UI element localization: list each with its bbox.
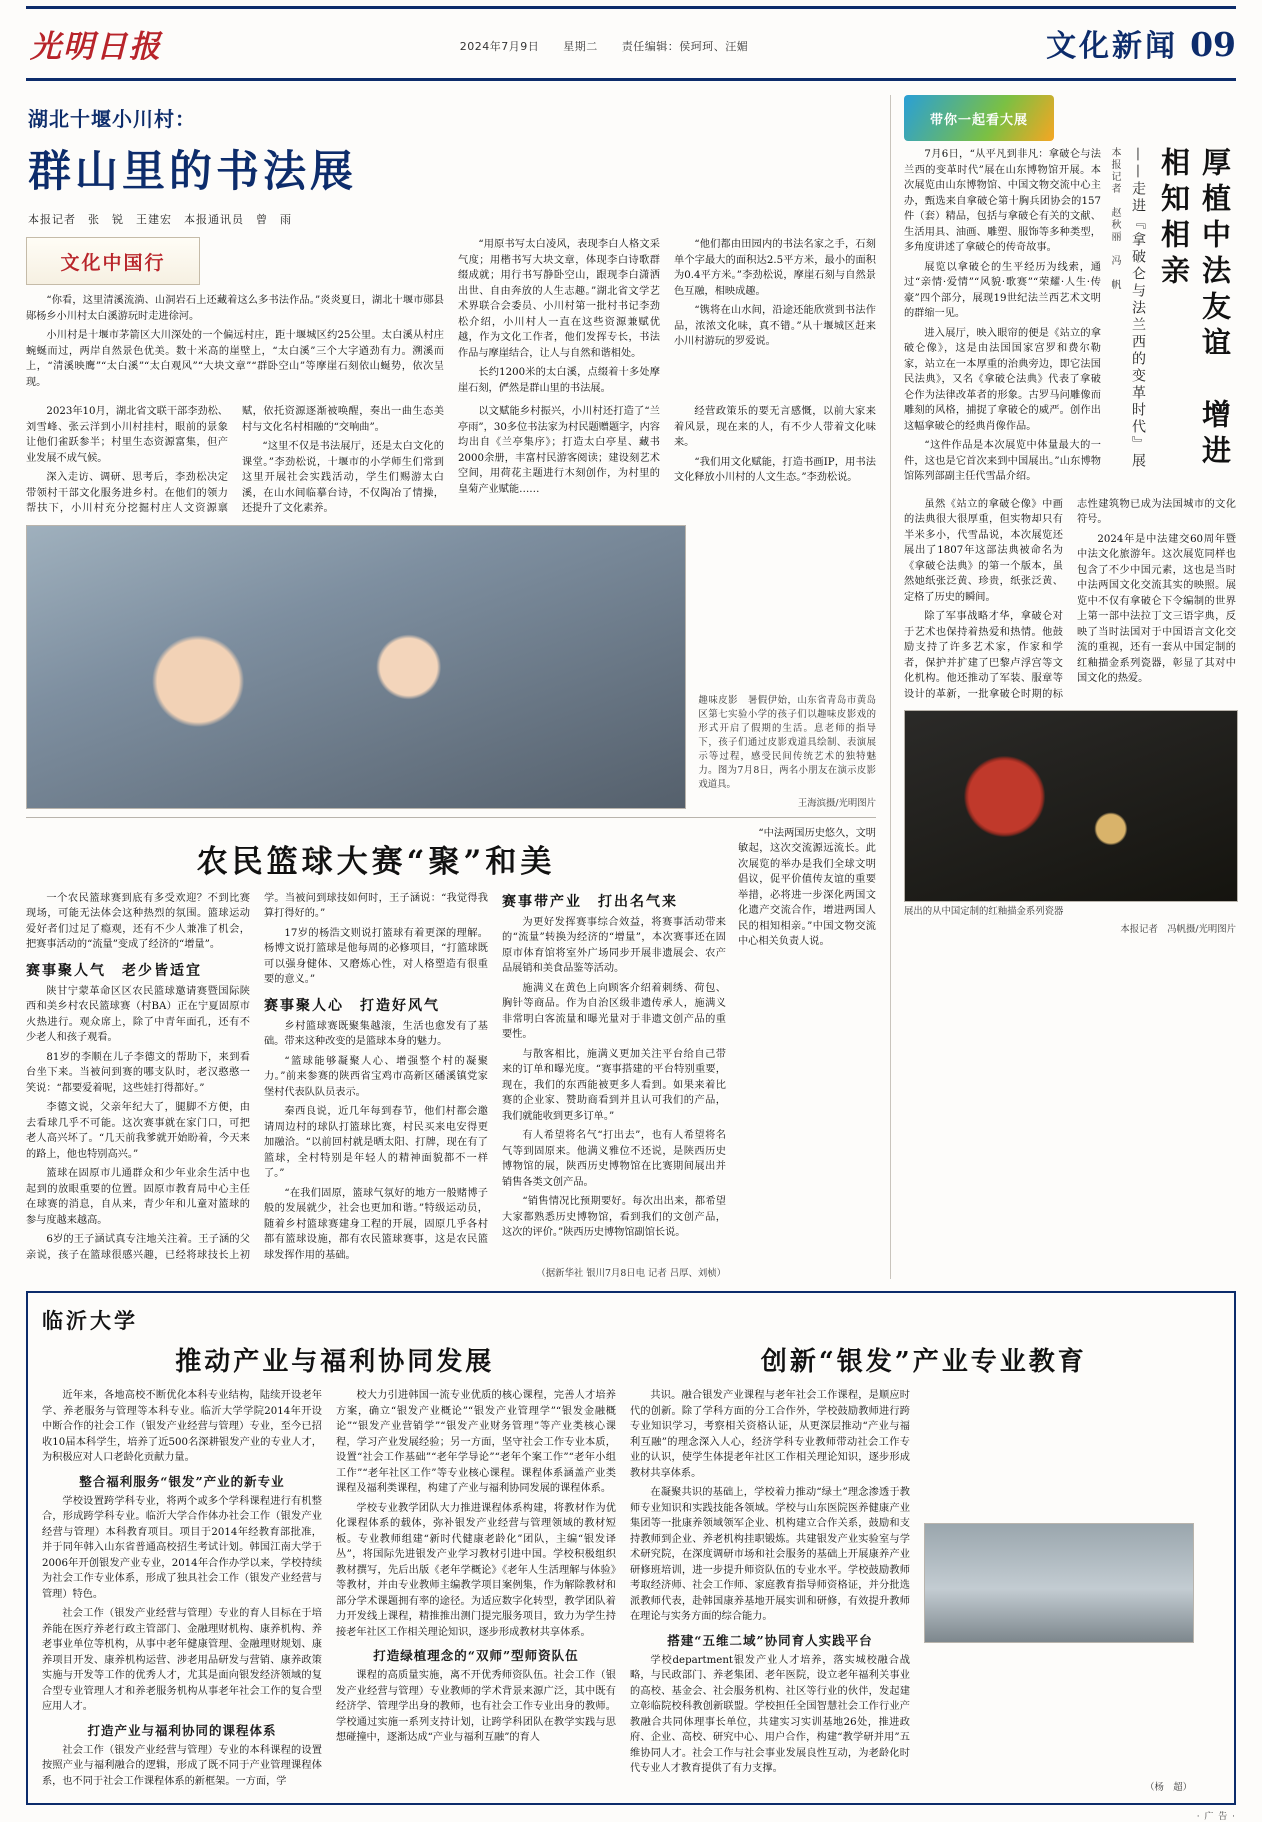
basketball-paragraph: “销售情况比预期要好。每次出出来，都希望大家都熟悉历史博物馆，看到我们的文创产品，这次的评价。”陕西历史博物馆副馆长说。 — [502, 1196, 726, 1238]
museum-photo-credit: 本报记者 冯帆摄/光明图片 — [1120, 924, 1236, 936]
university-name: 临沂大学 — [42, 1308, 138, 1333]
lead-paragraph: 长约1200米的太白溪，点缀着十多处摩崖石刻，俨然是群山里的书法展。 — [458, 367, 660, 394]
exhibition-banner: 带你一起看大展 — [904, 95, 1054, 141]
culture-china-emblem: 文化中国行 — [26, 237, 200, 285]
advertorial-paragraph: 学校专业教学团队大力推进课程体系构建，将教材作为优化课程体系的载体，弥补银发产业经营与管理领域的教材短板。专业教师组建“新时代健康老龄化”团队，主编“银发译丛”，将国际先进银发产业学习教材引进中国。学校积极组织教材撰写，先后出版《老年学概论》《老年人生活理解与体验》等教材，并由专业教师主编教学项目案例集，作为解除教材和部分学术课题拥有率的途径。为适应数字化转型，教学团队着力开发线上课程，精推推出测门提完服务项目，致力为学生持接老年社区工作相关理论知识，逐步形成教材共享体系。 — [336, 1502, 616, 1638]
right-feature-paragraph: “中法两国历史悠久，文明敏起，这次交流源远流长。此次展览的举办是我们全球文明倡议，促平价值传友谊的重要举措，必将进一步深化两国文化遗产交流合作，增进两国人民的相知相亲。”中国文物交流中心相关负责人说。 — [738, 827, 876, 947]
right-feature-paragraph: 进入展厅，映入眼帘的便是《站立的拿破仑像》，这是由法国国家宫罗和费尔勒家，站立在一本厚重的治典旁边，即它法国民法典》，又名《拿破仑法典》代表了拿破仑作为法律改革者的形象。古罗马问雕像而雕刻的风格，捕捉了拿破仑的威严。创作出这幅拿破仑的经典肖像作品。 — [904, 327, 1101, 432]
photo-campus — [924, 1523, 1194, 1643]
advertorial-paragraph: 校大力引进韩国一流专业优质的核心课程，完善人才培养方案，确立“银发产业概论”“银发产业管理学”“银发金融概论”“银发产业营销学”“银发产业财务管理”等产业类核心课程，学习产业发展经验；另一方面，坚守社会工作专业本质，设置“社会工作基础”“老年学导论”“老年个案工作”“老年小组工作”“老年社区工作”等专业核心课程。课程体系涵盖产业类课程及福利类课程，构建了产业与福利协同发展的课程体系。 — [336, 1390, 616, 1494]
page-footer: · 广 告 · — [1196, 1812, 1236, 1822]
photo-credit: 王海滨摄/光明图片 — [797, 797, 876, 809]
advertorial-subhead: 打造绿植理念的“双师”型师资队伍 — [373, 1648, 579, 1663]
advertorial-paragraph: 课程的高质量实施，离不开优秀师资队伍。社会工作（银发产业经营与管理）专业教师的学术背景来源广泛，其中既有经济学、管理学出身的教师，也有社会工作专业出身的教师。学校通过实施一系列支持计划，让跨学科团队在教学实践与思想碰撞中，逐渐达成“产业与福利互融”的育人 — [336, 1670, 616, 1743]
lead-headline: 群山里的书法展 — [28, 147, 357, 197]
lead-paragraph: 小川村是十堰市茅箭区大川深处的一个偏远村庄，距十堰城区约25公里。太白溪从村庄蜿蜒而过，两岸自然景色优美。数十米高的崖壁上，“太白溪”三个大字遒劲有力。溯溪而上，“清溪映鹰”“太白溪”“太白观风”“大块文章”“群卧空山”等摩崖石刻依山蜒势，依次呈现。 — [26, 330, 444, 388]
basketball-paragraph: 为更好发挥赛事综合效益，将赛事活动带来的“流量”转换为经济的“增量”，本次赛事还在固原市体育馆将室外广场同步开展非遗展会、农产品展销和美食品鉴等活动。 — [502, 916, 726, 974]
basketball-paragraph: 乡村篮球赛既聚集越滚，生活也愈发有了基础。带来这种改变的是篮球本身的魅力。 — [264, 1020, 488, 1047]
photo-shadow-puppet — [26, 525, 686, 809]
right-feature-subtitle: ——走进『拿破仑与法兰西的变革时代』展 — [1130, 147, 1146, 470]
advertorial-credit: （杨 超） — [1145, 1782, 1192, 1793]
basketball-title: 农民篮球大赛“聚”和美 — [196, 843, 556, 880]
basketball-paragraph: 81岁的李顺在儿子李德文的帮助下，来到看台坐下来。当被问到赛的哪支队时，老汉憨憨一笑说：“都要爱着呢，这些娃打得都好。” — [26, 1051, 250, 1094]
basketball-paragraph: “篮球能够凝聚人心、增强整个村的凝聚力。”前来参赛的陕西省宝鸡市高新区磻溪镇党家堡村代表队队员表示。 — [264, 1055, 488, 1098]
advertorial-paragraph: 共识。融合银发产业课程与老年社会工作课程，是顺应时代的创新。除了学科方面的分工合作外，学校鼓励教师进行跨专业知识学习，考察相关资格认证，从更深层推动“产业与福利互融”的理念深入人心，经济学科专业教师带动社会工作专业的认识，使学生体提老年社区工作相关理论知识，逐步形成教材共享体系。 — [630, 1390, 910, 1479]
lead-paragraph: “镌将在山水间，沿途还能欣赏到书法作品，浓浓文化味，真不错。”从十堰城区赶来小川村游玩的罗爱说。 — [674, 305, 876, 347]
basketball-paragraph: 6岁的王子涵试真专注地关注着。王子涵的父亲说，孩子在篮球很感兴趣，已经将球技长上初学。当被问到球技如何时，王子涵说：“我觉得我算打得好的。” — [26, 892, 488, 1261]
weekday: 星期二 — [563, 40, 598, 53]
basketball-subhead: 赛事聚人气 老少皆适宜 — [26, 962, 202, 979]
right-feature-paragraph: 7月6日，“从平凡到非凡：拿破仑与法兰西的变革时代”展在山东博物馆开展。本次展览由山东博物馆、中国文物交流中心主办，甄选来自拿破仑第十胸兵团协会的157件（套）精品，包括与拿破仑有关的文献、生活用具、油画、雕塑、服饰等多种类型，多角度讲述了拿破仑的传奇故事。 — [904, 149, 1101, 253]
basketball-subhead: 赛事带产业 打出名气来 — [502, 893, 678, 910]
basketball-source: （据新华社 银川7月8日电 记者 吕厚、刘桢） — [536, 1268, 726, 1279]
basketball-paragraph: 秦西良说，近几年每到春节，他们村都会邀请周边村的球队打篮球比赛，村民买来电安得更加融洽。“以前回村就是晒太阳、打牌，现在有了篮球，全村特别是年轻人的精神面貌都不一样了。” — [264, 1106, 488, 1179]
masthead — [26, 0, 1236, 81]
right-feature-paragraph: “这件作品是本次展览中体量最大的一件，这也是它首次来到中国展出。”山东博物馆陈列部副主任代雪晶介绍。 — [904, 440, 1101, 482]
section-header — [1046, 21, 1236, 65]
publish-date: 2024年7月9日 — [459, 40, 540, 53]
advertorial-title-right: 创新“银发”产业专业教育 — [760, 1347, 1087, 1377]
lead-paragraph: 深入走访、调研、思考后，李劲松决定带领村干部文化服务进乡村。在他们的领力帮扶下，小川村充分挖掘村庄人文资源禀赋，依托资源逐渐被唤醒，奏出一曲生态美村与文化名村相融的“交响曲”。 — [26, 406, 444, 514]
basketball-paragraph: 篮球在固原市儿通群众和少年业余生活中也起到的放眼重要的位置。固原市教育局中心主任在球赛的消息，自从来，青少年和儿童对篮球的参与度越来越高。 — [26, 1168, 250, 1226]
lead-paragraph: “你看，这里清溪流淌、山洞岩石上还藏着这么多书法作品。”炎炎夏日，湖北十堰市郧县郧杨乡小川村太白溪游玩时走进徐河。 — [26, 295, 444, 322]
lead-kicker: 湖北十堰小川村： — [28, 107, 196, 131]
newspaper-logo: 光明日报 — [30, 28, 162, 65]
advertorial-paragraph: 在凝聚共识的基础上，学校着力推动“绿土”理念渗透于教师专业知识和实践技能各领域。学校与山东医院医养健康产业集团等一批康养领域领军企业、机构建立合作关系，鼓励和支持教师到企业、养老机构挂职锻炼。共建银发产业实验室与学术研究院，在深度调研市场和社会服务的基础上开展康养产业研修班培训，进一步提升师资队伍的专业水平。学校鼓励教师考取经济师、社会工作师、家庭教育指导师资格证，并分批选派教师代表，赴韩国康养基地开展实训和研修，有效提升教师在理论与实务方面的综合能力。 — [630, 1487, 910, 1622]
basketball-paragraph: 17岁的杨浩文则说打篮球有着更深的理解。杨博文说打篮球是他每周的必修项目，“打篮球既可以强身健体、又磨炼心性，对人格塑造有很重要的意义。” — [264, 927, 488, 985]
lead-paragraph: 以文赋能乡村振兴，小川村还打造了“兰亭雨”，30多位书法家为村民题赠题字，内容均出自《兰亭集序》；打造太白亭星、藏书2000余册，丰富村民游客阅读；建设刻艺术空间，用荷花主题进行木刻创作，为村里的皇菊产业赋能…… — [458, 406, 660, 495]
advertorial-title-left: 推动产业与福利协同发展 — [175, 1347, 495, 1377]
basketball-paragraph: 有人希望将名气“打出去”，也有人希望将名气等到固原来。他满义雅位不还说，是陕西历史博物馆的展，陕西历史博物馆在比赛期间展出并销售各类文创产品。 — [502, 1130, 726, 1188]
lead-paragraph: “用原书写太白凌风，表现李白人格文采气度；用楷书写大块文章，体现李白诗歌群缀成就；用行书写静卧空山，跟现李白潇洒出世、自由奔放的人生志趣。”湖北省文学艺术界联合会委员、小川村第一批村书记李劲松介绍，小川村人一直在这些资源兼赋优越，作为文化工作者，他们发挥专长，书法作品与摩崖结合，让人与自然和谐相处。 — [458, 239, 660, 359]
basketball-paragraph: 李德文说，父亲年纪大了，腿脚不方便，由去看球几乎不可能。这次赛事就在家门口，可把老人高兴坏了。“几天前我爹就开始盼着，今天来的路上，他也特别高兴。” — [26, 1102, 250, 1160]
right-column — [890, 95, 1236, 1279]
lead-paragraph: “我们用文化赋能，打造书画IP，用书法文化释放小川村的人文生态。”李劲松说。 — [674, 456, 876, 483]
right-feature-title: 厚植中法友谊 增进相知相亲 — [1157, 147, 1232, 471]
lead-paragraph: “这里不仅是书法展厅，还是太白文化的课堂。”李劲松说，十堰市的小学师生们常到这里开展社会实践活动，学生们赐游太白溪，在山水间临摹台诗，不仅陶冶了情操，还提升了文化素养。 — [242, 441, 444, 514]
advertorial-box — [26, 1291, 1236, 1805]
right-feature-paragraph: 虽然《站立的拿破仑像》中画的法典很大很厚重，但实物却只有半米多小，代雪晶说，本次展览还展出了1807年这部法典被命名为《拿破仑法典》的第一个版本，虽然她纸张泛黄、珍贵，纸张泛黄、定格了历史的瞬间。 — [904, 498, 1063, 603]
advertorial-paragraph: 学校department银发产业人才培养，落实城校融合战略，与民政部门、养老集团、老年医院，设立老年福利关事业的高校、基金会、社会服务机构、社区等行业的伙伴，发起建立彰临院校科教创新联盟。学校担任全国智慧社会工作行业产教融合共同体理事长单位，共建实习实训基地26处，推进政府、企业、高校、研究中心、用户合作，构建“教学研并用”五维协同人才。社会工作与社会事业发展良性互动，为老龄化时代专业人才教育提供了有力支撑。 — [630, 1654, 910, 1774]
advertorial-paragraph: 近年来，各地高校不断优化本科专业结构，陆续开设老年学、养老服务与管理等本科专业。临沂大学学院2014年开设中断合作的社会工作（银发产业经营与管理）专业，至今已招收10届本科学生，培养了近500名深耕银发产业的专业人才，为积极应对人口老龄化贡献力量。 — [42, 1390, 322, 1463]
editor-credit: 责任编辑：侯珂珂、汪媚 — [621, 40, 749, 53]
lead-byline: 本报记者 张 锐 王建宏 本报通讯员 曾 雨 — [28, 213, 292, 226]
right-feature-paragraph: 2024年是中法建交60周年暨中法文化旅游年。这次展览同样也包含了不少中国元素，这也是当时中法两国文化交流其实的映照。展览中不仅有拿破仑下令编制的世界上第一部中法拉丁文三语字典，反映了当时法国对于中国语言文化交流的重视，还有一套从中国定制的红釉描金系列瓷器，彰显了其对中国文化的热爱。 — [1077, 533, 1236, 684]
advertorial-subhead: 整合福利服务“银发”产业的新专业 — [79, 1473, 285, 1489]
masthead-meta — [162, 38, 1046, 54]
advertorial-paragraph: 学校设置跨学科专业，将两个或多个学科课程进行有机整合，形成跨学科专业。临沂大学合作体办社会工作（银发产业经营与管理）本科教育项目。项目于2014年经教育部批准，并于同年韩入山东省普通高校招生考试计划。韩国江南大学于2006年开创银发产业专业，2014年合作办学以来，学校持续为社会工作专业体系，形成了独具社会工作（银发产业经营与管理）特色。 — [42, 1495, 322, 1600]
basketball-intro: 一个农民篮球赛到底有多受欢迎？不到比赛现场，可能无法体会这种热烈的氛围。篮球运动爱好者们过足了瘾观，还有不少人兼准了机会，把赛事活动的“流量”变成了经济的“增量”。 — [26, 892, 250, 950]
right-feature-byline: 本报记者 赵秋丽 冯 帆 — [1109, 147, 1120, 291]
right-feature-paragraph: 除了军事战略才华，拿破仑对于艺术也保持着热爱和热情。他鼓励支持了许多艺术家，作家和学者，保护并扩建了巴黎卢浮宫等文化机构。他还推动了军装、服章等设计的革新，一批拿破仑时期的标志性建筑物已成为法国城市的文化符号。 — [904, 498, 1236, 700]
lead-paragraph: 经营政策乐的要无言感慨，以前大家来着风景，现在来的人，有不少人带着文化味来。 — [674, 406, 876, 448]
advertorial-paragraph: 社会工作（银发产业经营与管理）专业的育人目标在于培养能在医疗养老行政主管部门、金融理财机构、康养机构、养老事业单位等机构，从事中老年健康管理、金融理财规划、康养项目开发、康养机构运营、涉老用品研发与营销、康养政策实施与开发等工作的优秀人才，尤其是面向银发经济领域的复合型专业管理人才和养老服务机构从事老年社会工作的复合型应用人才。 — [42, 1608, 322, 1712]
main-column — [26, 95, 876, 1279]
basketball-paragraph: 与散客相比，施满义更加关注平台给自己带来的订单和曝光度。“赛事搭建的平台特别重要，现在，我们的东西能被更多人看到。如果来着比赛的企业家、赞助商看到并且认可我们的产品，我们就能收到更多订单。” — [502, 1048, 726, 1122]
photo-museum-porcelain — [904, 710, 1238, 902]
page-number: 09 — [1190, 25, 1236, 64]
lead-paragraph: 2023年10月，湖北省文联干部李劲松、刘雪峰、张云洋到小川村挂村，眼前的景象让他们雀跃参半；村里生态资源富集，但产业发展不成气候。 — [26, 406, 228, 464]
basketball-paragraph: “在我们固原，篮球气氛好的地方一般赌博子般的发展就少，社会也更加和谐。”特级运动员，随着乡村篮球赛建身工程的开展，固原几乎各村都有篮球设施，都有农民篮球赛事，这是农民篮球发挥作用的基础。 — [264, 1187, 488, 1261]
museum-photo-caption: 展出的从中国定制的红釉描金系列瓷器 — [904, 906, 1064, 917]
basketball-subhead: 赛事聚人心 打造好风气 — [264, 997, 440, 1014]
right-feature-paragraph: 展览以拿破仑的生平经历为线索，通过“亲情·爱情”“风貌·歌赛”“荣耀·人生·传豪”四个部分，展现19世纪法兰西艺术文明的群缩一见。 — [904, 261, 1101, 319]
photo-caption: 趣味皮影 暑假伊始，山东省青岛市黄岛区第七实验小学的孩子们以趣味皮影戏的形式开启了假期的生活。息老师的指导下，孩子们通过皮影戏道具绘制、表演展示等过程，感受民间传统艺术的独特魅力。图为7月8日，两名小朋友在演示皮影戏道具。 — [698, 694, 876, 791]
advertorial-subhead: 打造产业与福利协同的课程体系 — [87, 1722, 277, 1738]
basketball-paragraph: 施满义在黄色上向顾客介绍着刺绣、荷包、胸针等商品。作为自治区级非遗传承人，施满义非常明白客流量和曝光量对于非遗文创产品的重要性。 — [502, 982, 726, 1040]
section-title: 文化新闻 — [1046, 29, 1179, 64]
basketball-paragraph: 陕甘宁蒙革命区区农民篮球邀请赛暨国际陕西和美乡村农民篮球赛（村BA）正在宁夏固原市火热进行。观众席上，除了中青年面孔，还有不少老人和孩子观看。 — [26, 985, 250, 1043]
advertorial-subhead: 搭建“五维二域”协同育人实践平台 — [667, 1632, 873, 1648]
advertorial-paragraph: 社会工作（银发产业经营与管理）专业的本科课程的设置按照产业与福利融合的逻辑，形成了既不同于产业管理课程体系，也不同于社会工作课程体系的新框架。一方面，学 — [42, 1744, 322, 1787]
lead-paragraph: “他们都由田园内的书法名家之手，石刻单个字最大的面积达2.5平方米，最小的面积为0.4平方米。”李劲松说，摩崖石刻与自然景色互融，相映成趣。 — [674, 239, 876, 297]
